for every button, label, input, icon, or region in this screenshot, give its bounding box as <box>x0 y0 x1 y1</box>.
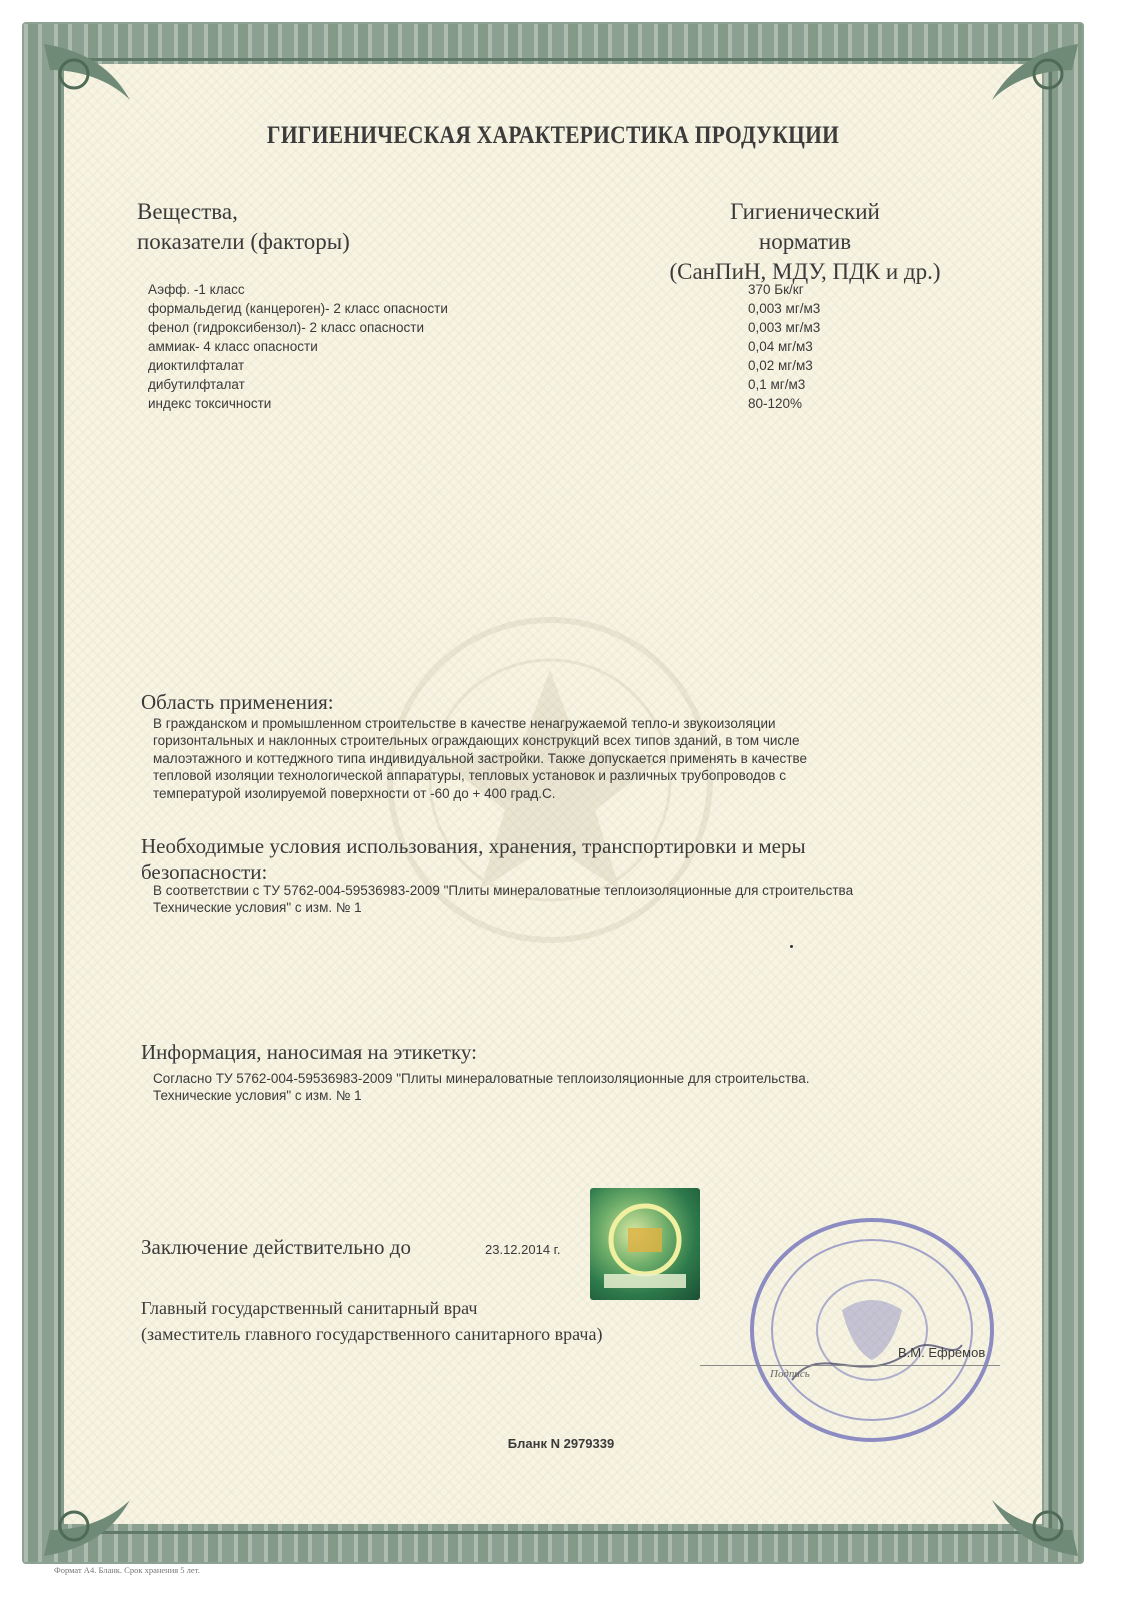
norm-value: 80-120% <box>748 396 803 411</box>
corner-ornament-icon <box>986 40 1082 136</box>
label-info-line: Согласно ТУ 5762-004-59536983-2009 "Плиты минераловатные теплоизоляционные для строительства. <box>153 1071 810 1086</box>
scope-line: В гражданском и промышленном строительстве в качестве ненагружаемой тепло-и звукоизоляции <box>153 716 776 731</box>
blank-number: Бланк N 2979339 <box>507 1436 615 1451</box>
signature-line <box>700 1365 1000 1366</box>
scope-line: горизонтальных и наклонных строительных ограждающих конструкций всех типов зданий, в том числе <box>153 733 800 749</box>
substance-name: аммиак- 4 класс опасности <box>148 339 318 354</box>
validity-date: 23.12.2014 г. <box>485 1242 561 1257</box>
substances-table <box>148 280 868 413</box>
corner-ornament-icon <box>40 1464 136 1560</box>
scope-line: температурой изолируемой поверхности от -60 до + 400 град.С. <box>153 785 556 801</box>
column-header-line: норматив <box>758 229 852 254</box>
norm-value: 0,003 мг/м3 <box>748 301 821 316</box>
scope-heading: Область применения: <box>141 690 334 714</box>
norm-value: 0,04 мг/м3 <box>748 339 813 354</box>
label-info-heading: Информация, наносимая на этикетку: <box>141 1040 477 1064</box>
conditions-heading-line: Необходимые условия использования, хранения, транспортировки и меры <box>141 834 806 858</box>
chief-doctor-title <box>141 1295 602 1347</box>
column-header-line: Гигиенический <box>730 199 880 224</box>
column-header-line: показатели (факторы) <box>137 229 350 254</box>
chief-line: Главный государственный санитарный врач <box>141 1298 478 1318</box>
table-row <box>148 318 868 337</box>
signer-name: В.М. Ефремов <box>898 1345 986 1360</box>
conditions-text <box>153 882 953 917</box>
corner-ornament-icon <box>986 1464 1082 1560</box>
hologram-sticker-icon <box>590 1188 700 1300</box>
substance-name: формальдегид (канцероген)- 2 класс опасности <box>148 301 448 316</box>
official-stamp-icon <box>732 1210 1012 1450</box>
table-row <box>148 394 868 413</box>
document-title: ГИГИЕНИЧЕСКАЯ ХАРАКТЕРИСТИКА ПРОДУКЦИИ <box>266 122 840 149</box>
substance-name: Аэфф. -1 класс <box>148 282 245 297</box>
substance-name: индекс токсичности <box>148 396 272 411</box>
conditions-heading-line: безопасности: <box>141 860 268 884</box>
table-row <box>148 337 868 356</box>
table-row <box>148 356 868 375</box>
footer-note: Формат А4. Бланк. Срок хранения 5 лет. <box>54 1565 200 1575</box>
substance-name: диоктилфталат <box>148 358 245 373</box>
conditions-line: Технические условия" с изм. № 1 <box>153 900 362 916</box>
norm-value: 0,1 мг/м3 <box>748 377 806 392</box>
signature-caption: Подпись <box>770 1368 810 1380</box>
column-header-line: (СанПиН, МДУ, ПДК и др.) <box>669 259 941 284</box>
conditions-line: В соответствии с ТУ 5762-004-59536983-2009 "Плиты минераловатные теплоизоляционные для строительства <box>153 883 854 898</box>
norm-value: 0,003 мг/м3 <box>748 320 821 335</box>
scope-line: малоэтажного и коттеджного типа индивидуальной застройки. Также допускается применять в качестве <box>153 750 808 766</box>
scope-line: тепловой изоляции технологической аппаратуры, тепловых установок и различных трубопроводов с <box>153 768 786 784</box>
label-info-text <box>153 1070 953 1105</box>
conditions-heading <box>141 833 806 885</box>
table-row <box>148 299 868 318</box>
substance-name: фенол (гидроксибензол)- 2 класс опасности <box>148 320 424 335</box>
substance-name: дибутилфталат <box>148 377 245 392</box>
column-header-norm <box>650 197 960 287</box>
column-header-line: Вещества, <box>137 199 238 224</box>
norm-value: 0,02 мг/м3 <box>748 358 813 373</box>
corner-ornament-icon <box>40 40 136 136</box>
table-row <box>148 280 868 299</box>
scope-text <box>153 715 953 802</box>
norm-value: 370 Бк/кг <box>748 282 804 297</box>
table-row <box>148 375 868 394</box>
validity-label: Заключение действительно до <box>141 1235 411 1259</box>
label-info-line: Технические условия" с изм. № 1 <box>153 1088 362 1104</box>
chief-line: (заместитель главного государственного санитарного врача) <box>141 1324 603 1344</box>
ink-dot <box>790 945 793 948</box>
column-header-substances <box>137 197 350 257</box>
